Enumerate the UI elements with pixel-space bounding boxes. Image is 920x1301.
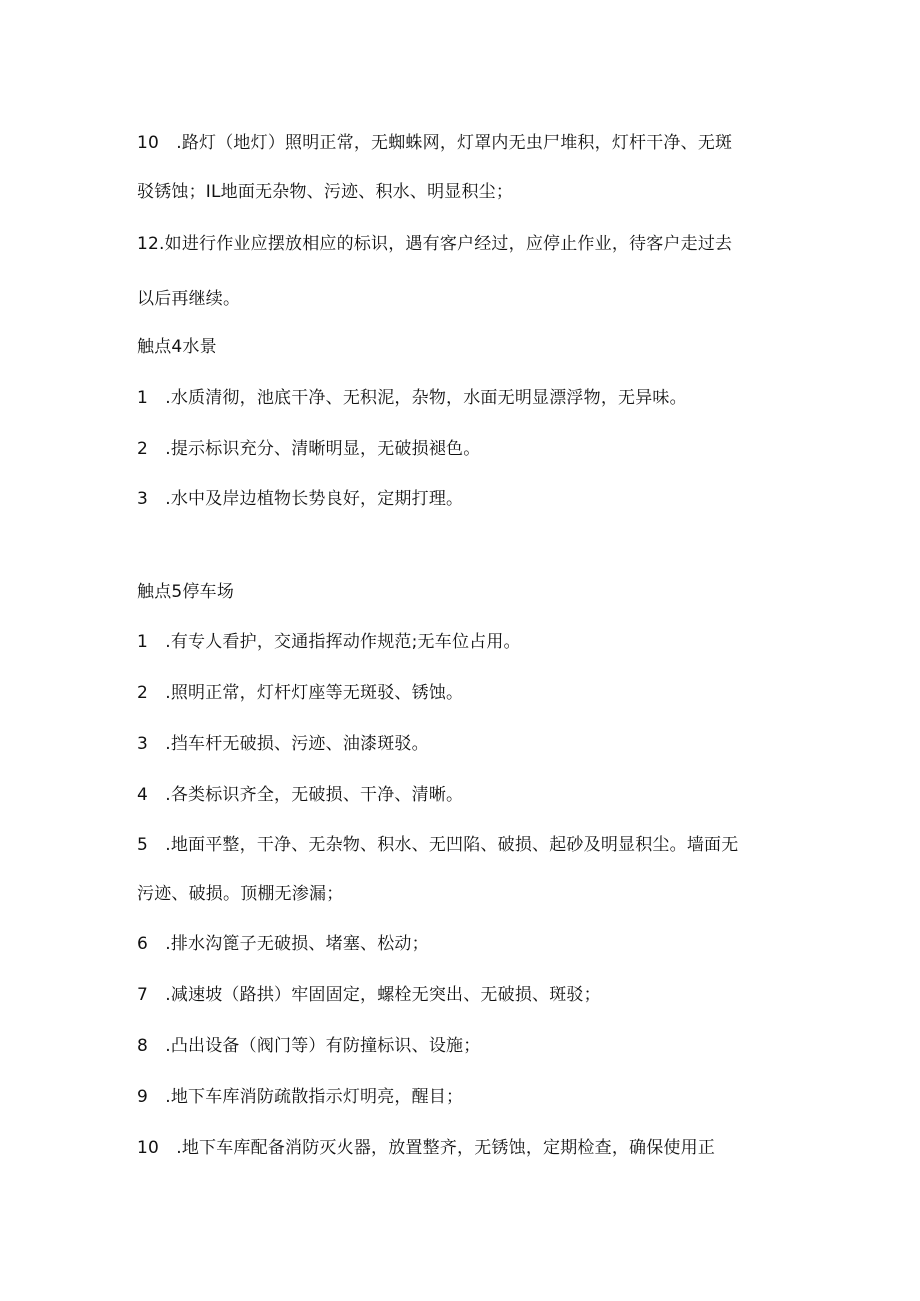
- list-item-parking-4: 4 .各类标识齐全，无破损、干净、清晰。: [137, 785, 464, 805]
- list-item-parking-6: 6 .排水沟篦子无破损、堵塞、松动；: [137, 934, 429, 954]
- paragraph-line-item-12: 12.如进行作业应摆放相应的标识，遇有客户经过，应停止作业，待客户走过去: [137, 234, 733, 254]
- list-item-water-2: 2 .提示标识充分、清晰明显，无破损褪色。: [137, 439, 481, 459]
- list-item-water-3: 3 .水中及岸边植物长势良好，定期打理。: [137, 489, 464, 509]
- paragraph-line-item-10-streetlight: 10 .路灯（地灯）照明正常，无蜘蛛网，灯罩内无虫尸堆积，灯杆干净、无斑: [137, 133, 733, 153]
- list-item-water-1: 1 .水质清彻，池底干净、无积泥，杂物，水面无明显漂浮物，无异味。: [137, 388, 687, 408]
- list-item-parking-10: 10 .地下车库配备消防灭火器，放置整齐，无锈蚀，定期检查，确保使用正: [137, 1138, 716, 1158]
- list-item-parking-9: 9 .地下车库消防疏散指示灯明亮，醒目；: [137, 1087, 464, 1107]
- list-item-parking-5-continued: 污迹、破损。顶棚无渗漏；: [137, 884, 344, 904]
- list-item-parking-2: 2 .照明正常，灯杆灯座等无斑驳、锈蚀。: [137, 683, 464, 703]
- paragraph-line-item-10-continued: 驳锈蚀；IL地面无杂物、污迹、积水、明显积尘；: [137, 182, 514, 202]
- list-item-parking-8: 8 .凸出设备（阀门等）有防撞标识、设施；: [137, 1036, 481, 1056]
- list-item-parking-5: 5 .地面平整，干净、无杂物、积水、无凹陷、破损、起砂及明显积尘。墙面无: [137, 835, 739, 855]
- paragraph-line-item-12-continued: 以后再继续。: [137, 289, 241, 309]
- list-item-parking-3: 3 .挡车杆无破损、污迹、油漆斑驳。: [137, 734, 429, 754]
- list-item-parking-7: 7 .减速坡（路拱）牢固固定，螺栓无突出、无破损、斑驳；: [137, 985, 601, 1005]
- section-heading-water-feature: 触点4水景: [137, 337, 217, 357]
- section-heading-parking: 触点5停车场: [137, 582, 235, 602]
- list-item-parking-1: 1 .有专人看护，交通指挥动作规范;无车位占用。: [137, 632, 521, 652]
